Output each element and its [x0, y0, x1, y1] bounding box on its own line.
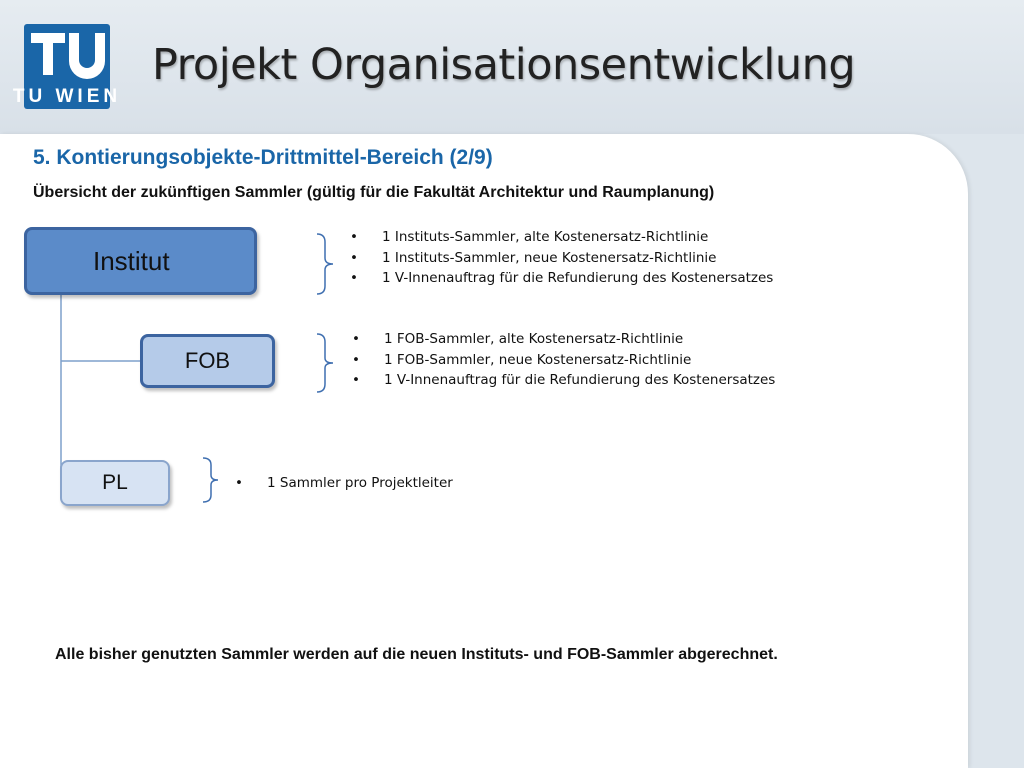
node-pl — [60, 460, 170, 506]
brace-fob — [317, 334, 333, 392]
brace-pl — [203, 458, 218, 502]
section-heading: 5. Kontierungsobjekte-Drittmittel-Bereich (2/9) — [33, 146, 493, 169]
node-fob — [140, 334, 275, 388]
list-item: • 1 Instituts-Sammler, neue Kostenersatz-Richtlinie — [350, 248, 773, 269]
list-item: • 1 FOB-Sammler, alte Kostenersatz-Richtlinie — [352, 329, 775, 350]
list-item: • 1 Instituts-Sammler, alte Kostenersatz-Richtlinie — [350, 227, 773, 248]
institut-items-list — [350, 227, 773, 289]
node-institut — [24, 227, 257, 295]
list-item: • 1 V-Innenauftrag für die Refundierung des Kostenersatzes — [352, 370, 775, 391]
list-item: • 1 V-Innenauftrag für die Refundierung des Kostenersatzes — [350, 268, 773, 289]
logo-wordmark: TU WIEN — [12, 86, 122, 107]
pl-items-list — [235, 473, 453, 494]
node-fob-label: FOB — [184, 348, 231, 373]
list-item: • 1 FOB-Sammler, neue Kostenersatz-Richtlinie — [352, 350, 775, 371]
fob-items-list — [352, 329, 775, 391]
section-subheading: Übersicht der zukünftigen Sammler (gültig für die Fakultät Architektur und Raumplanung) — [33, 184, 715, 201]
footer-note: Alle bisher genutzten Sammler werden auf die neuen Instituts- und FOB-Sammler abgerechnet. — [55, 646, 778, 663]
node-pl-label: PL — [102, 471, 128, 494]
brace-institut — [317, 234, 333, 294]
node-institut-label: Institut — [93, 245, 170, 276]
list-item: • 1 Sammler pro Projektleiter — [235, 473, 453, 494]
page-title: Projekt Organisationsentwicklung — [152, 40, 856, 90]
